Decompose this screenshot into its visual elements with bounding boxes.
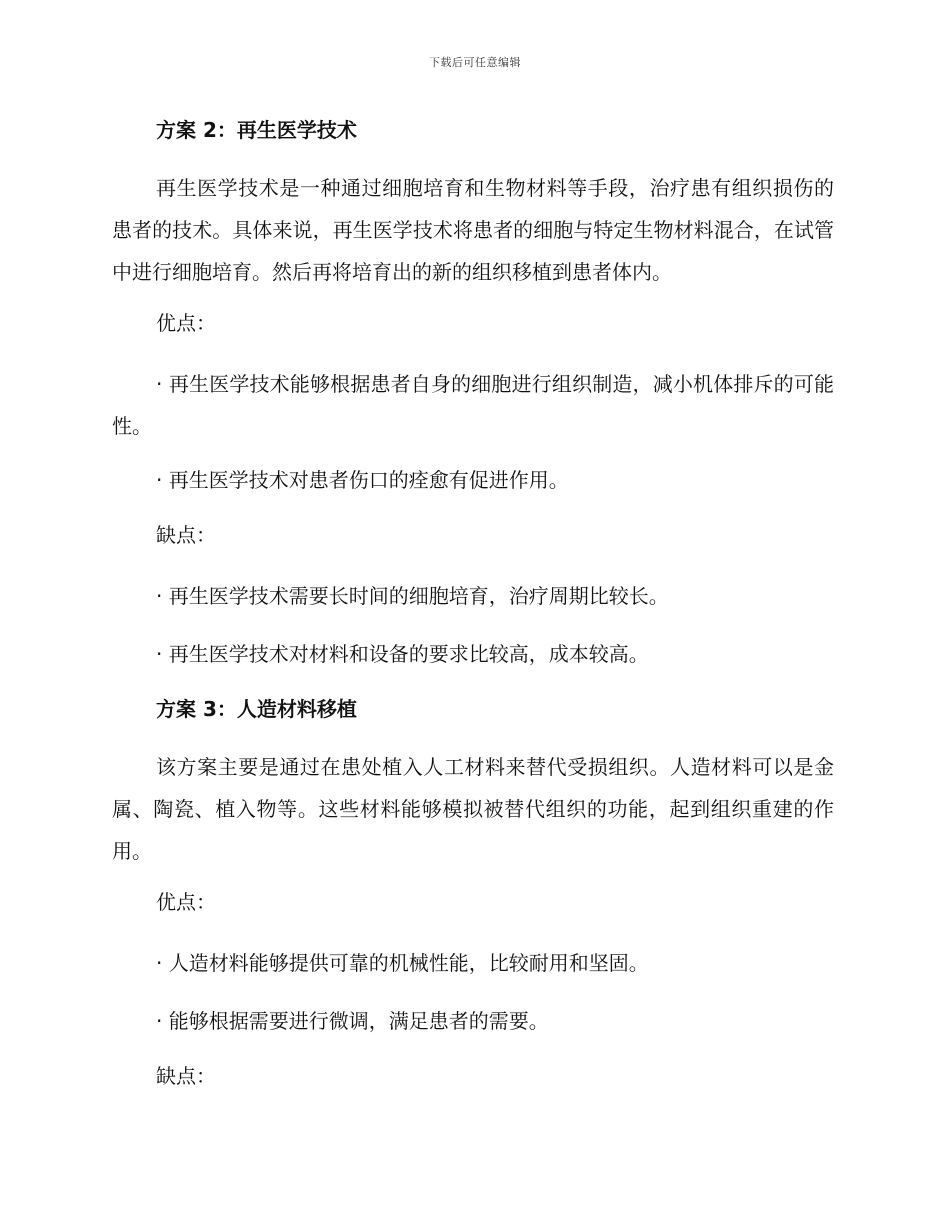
cons-label-plan-2: 缺点： [156,523,216,547]
header-note: 下载后可任意编辑 [429,56,521,69]
pros-label-plan-3: 优点： [156,890,216,914]
cons-label-plan-3: 缺点： [156,1064,216,1088]
pros-item-plan-3-2: · 能够根据需要进行微调，满足患者的需要。 [156,1009,549,1033]
pros-item-plan-2-1: · 再生医学技术能够根据患者自身的细胞进行组织制造，减小机体排斥的可能性。 [112,372,834,438]
section-title-plan-3: 方案 3：人造材料移植 [156,697,357,721]
section-title-plan-2: 方案 2：再生医学技术 [156,118,357,142]
pros-item-plan-2-2: · 再生医学技术对患者伤口的痊愈有促进作用。 [156,468,569,492]
pros-item-plan-3-1: · 人造材料能够提供可靠的机械性能，比较耐用和坚固。 [156,951,649,975]
document-body [112,112,834,1116]
cons-item-plan-2-1: · 再生医学技术需要长时间的细胞培育，治疗周期比较长。 [156,584,669,608]
pros-label-plan-2: 优点： [156,311,216,335]
section-intro-plan-3: 该方案主要是通过在患处植入人工材料来替代受损组织。人造材料可以是金属、陶瓷、植入物等。这些材料能够模拟被替代组织的功能，起到组织重建的作用。 [112,755,834,863]
section-intro-plan-2: 再生医学技术是一种通过细胞培育和生物材料等手段，治疗患有组织损伤的患者的技术。具体来说，再生医学技术将患者的细胞与特定生物材料混合，在试管中进行细胞培育。然后再将培育出的新的组织移植到患者体内。 [112,176,834,284]
cons-item-plan-2-2: · 再生医学技术对材料和设备的要求比较高，成本较高。 [156,642,649,666]
